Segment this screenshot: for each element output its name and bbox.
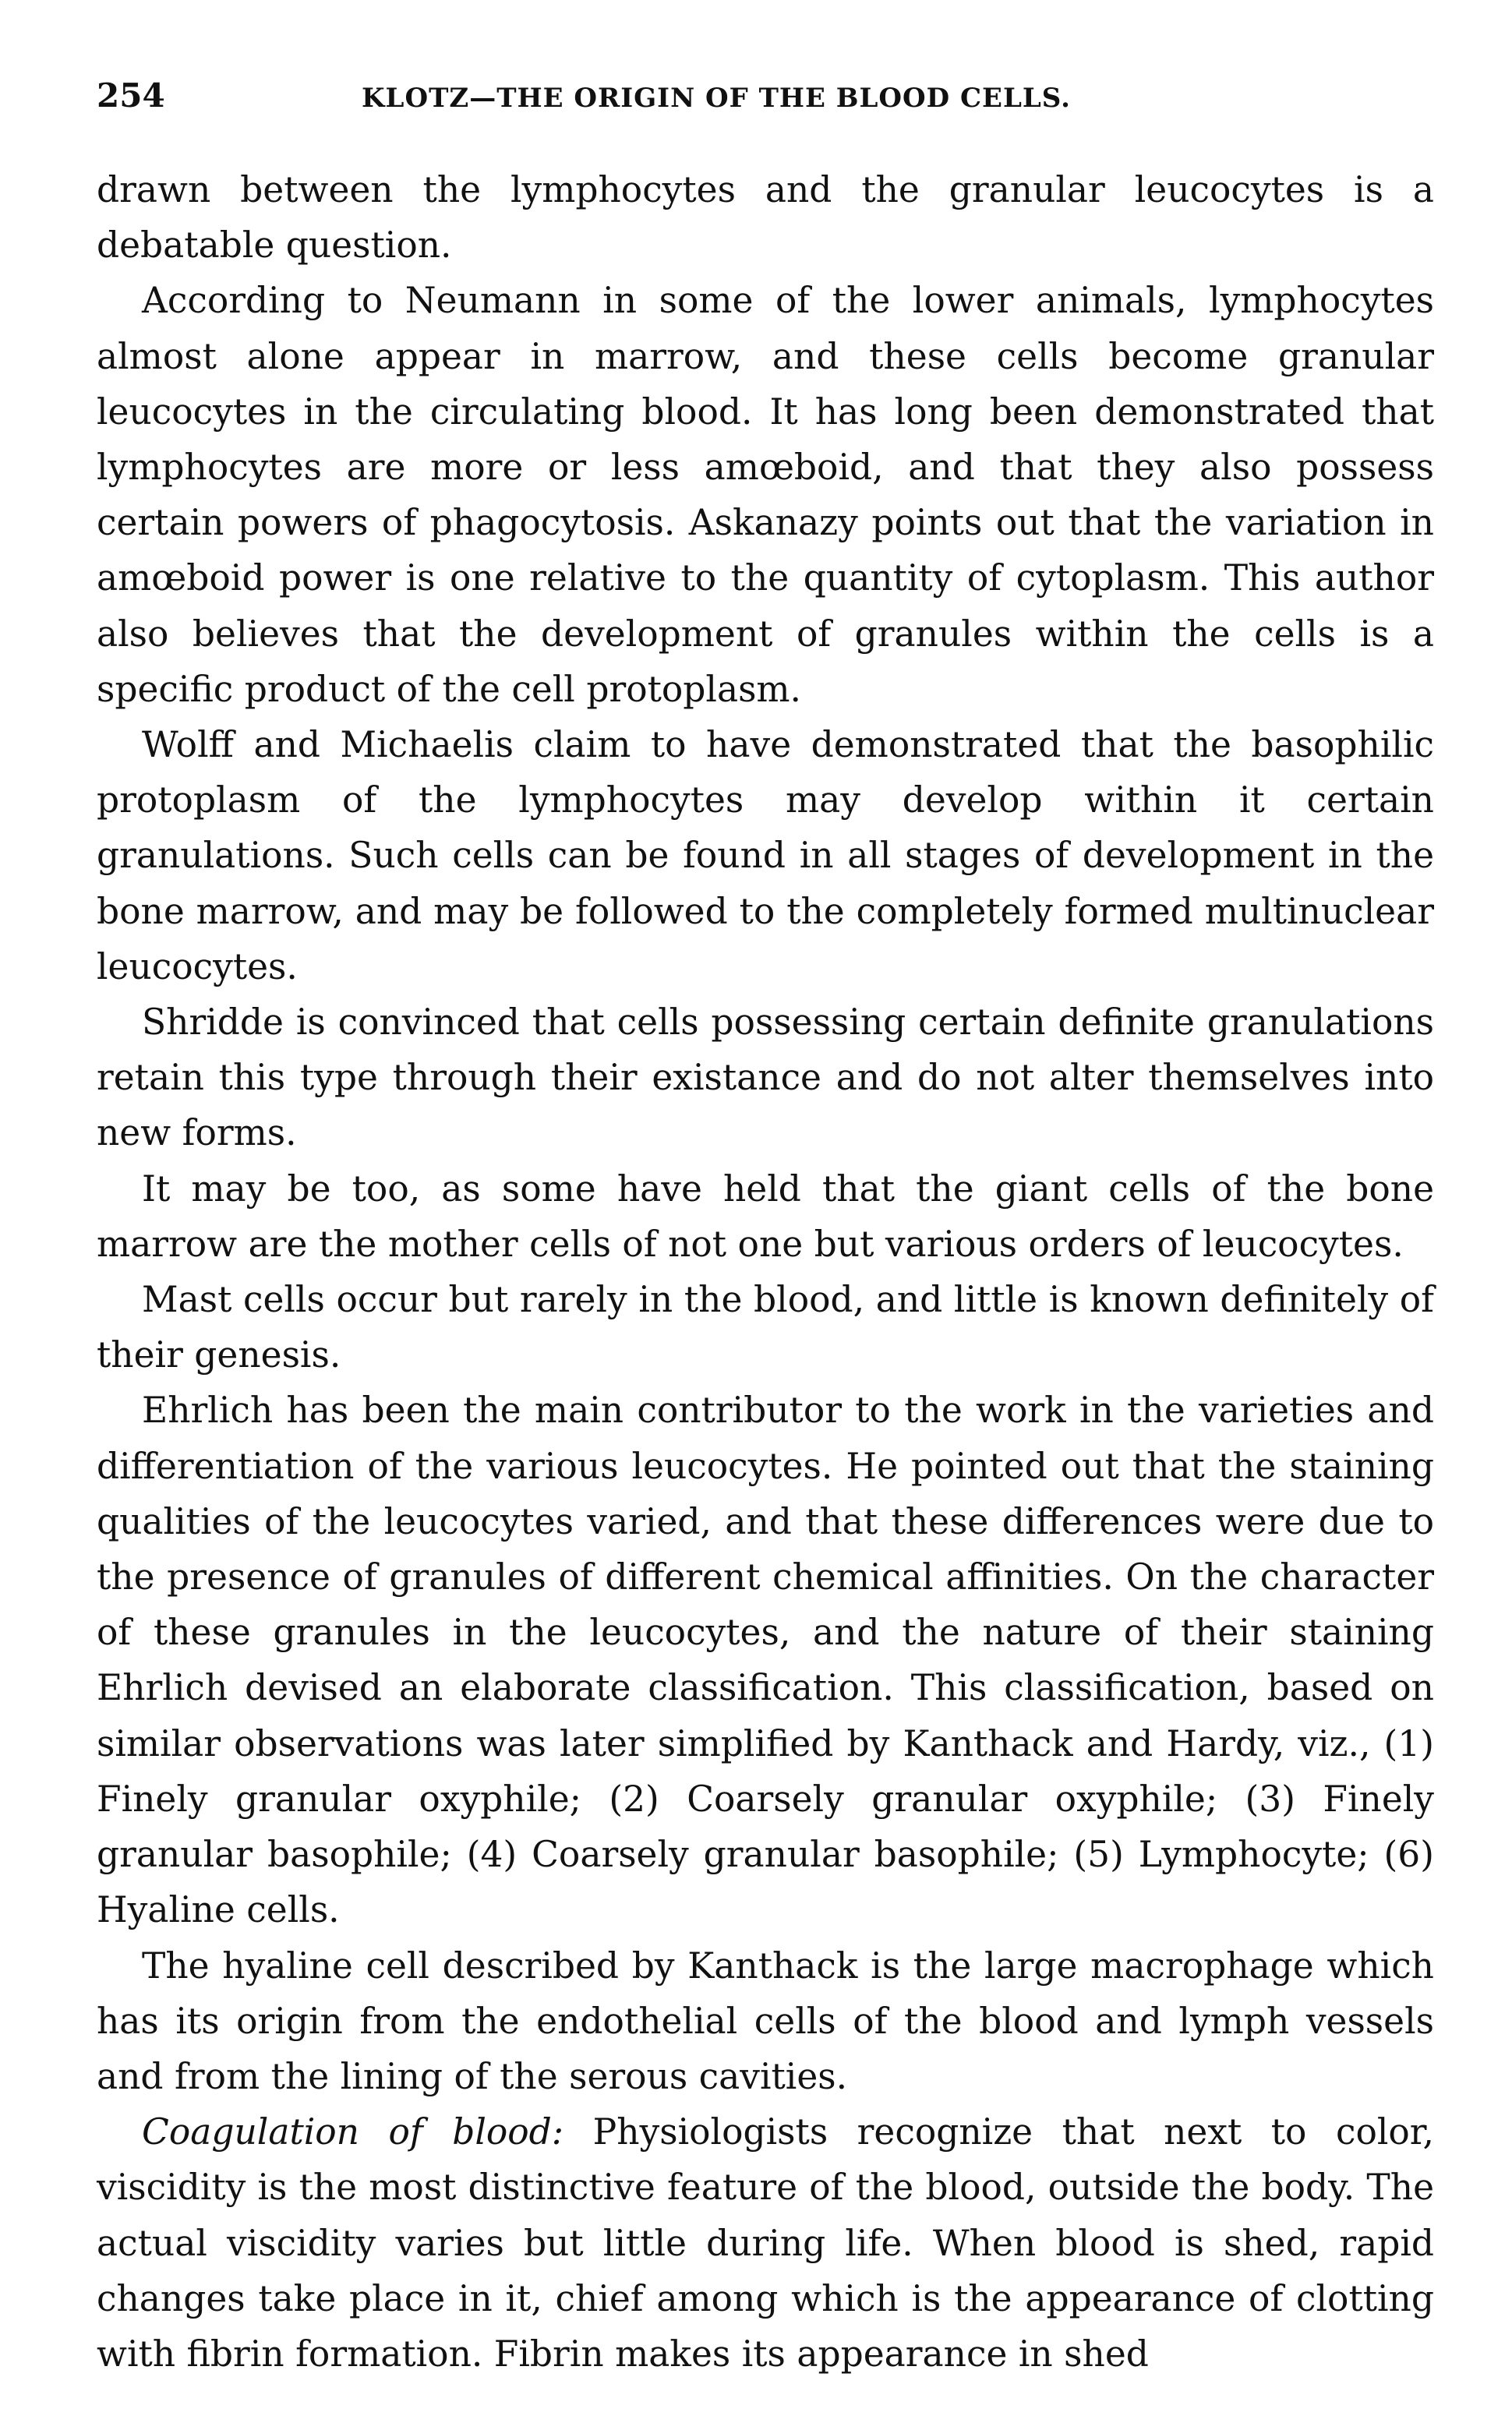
paragraph-text: Ehrlich has been the main contributor to the work in the varieties and differentiation of the various leucocytes. He pointed out that the staining qualities of the leucocytes varied, and that these differences were due to the presence of granules of different chemical affinities. On the character of these granules in the leucocytes, and the nature of their staining Ehrlich devised an elaborate classification. This classification, based on similar observations was later simplified by Kanthack and Hardy, viz., (1) Finely granular oxyphile; (2) Coarsely granular oxyphile; (3) Finely granular basophile; (4) Coarsely granular basophile; (5) Lymphocyte; (6) Hyaline cells. [97,1390,1434,1931]
paragraph-continuation [97,162,1434,273]
paragraph-text: The hyaline cell described by Kanthack is the large macrophage which has its origin from the endothelial cells of the blood and lymph vessels and from the lining of the serous cavities. [97,1944,1434,2097]
paragraph-hyaline-cell [97,1938,1434,2105]
body-text [97,162,1434,2382]
paragraph-text: According to Neumann in some of the lower animals, lymphocytes almost alone appear in marrow, and these cells become granular leucocytes in the circulating blood. It has long been demonstrated that lymphocytes are more or less amœboid, and that they also possess certain powers of phagocytosis. Askanazy points out that the variation in amœboid power is one relative to the quantity of cytoplasm. This author also believes that the development of granules within the cells is a specific product of the cell protoplasm. [97,280,1434,710]
paragraph-mast-cells [97,1272,1434,1383]
paragraph-wolff-michaelis [97,717,1434,994]
paragraph-text: Mast cells occur but rarely in the blood, and little is known definitely of their genesis. [97,1279,1434,1376]
paragraph-text: drawn between the lymphocytes and the granular leucocytes is a debatable question. [97,169,1434,267]
paragraph-ehrlich [97,1383,1434,1937]
page-header [97,76,1434,123]
paragraph-text: It may be too, as some have held that the giant cells of the bone marrow are the mother cells of not one but various orders of leucocytes. [97,1167,1434,1265]
page-number: 254 [97,76,165,115]
paragraph-text: Physiologists recognize that next to color, viscidity is the most distinctive feature of the blood, outside the body. The actual viscidity varies but little during life. When blood is shed, rapid changes take place in it, chief among which is the appearance of clotting with fibrin formation. Fibrin makes its appearance in shed [97,2111,1434,2375]
running-head: KLOTZ—THE ORIGIN OF THE BLOOD CELLS. [362,83,1071,114]
paragraph-neumann [97,273,1434,717]
book-page [97,76,1434,2382]
paragraph-text: Wolff and Michaelis claim to have demonstrated that the basophilic protoplasm of the lymphocytes may develop within it certain granulations. Such cells can be found in all stages of development in the bone marrow, and may be followed to the completely formed multinuclear leucocytes. [97,724,1434,987]
paragraph-giant-cells [97,1161,1434,1272]
paragraph-text: Shridde is convinced that cells possessing certain definite granulations retain this type through their existance and do not alter themselves into new forms. [97,1001,1434,1154]
section-lead-heading: Coagulation of blood: [142,2111,564,2153]
paragraph-coagulation [97,2104,1434,2382]
paragraph-shridde [97,994,1434,1161]
